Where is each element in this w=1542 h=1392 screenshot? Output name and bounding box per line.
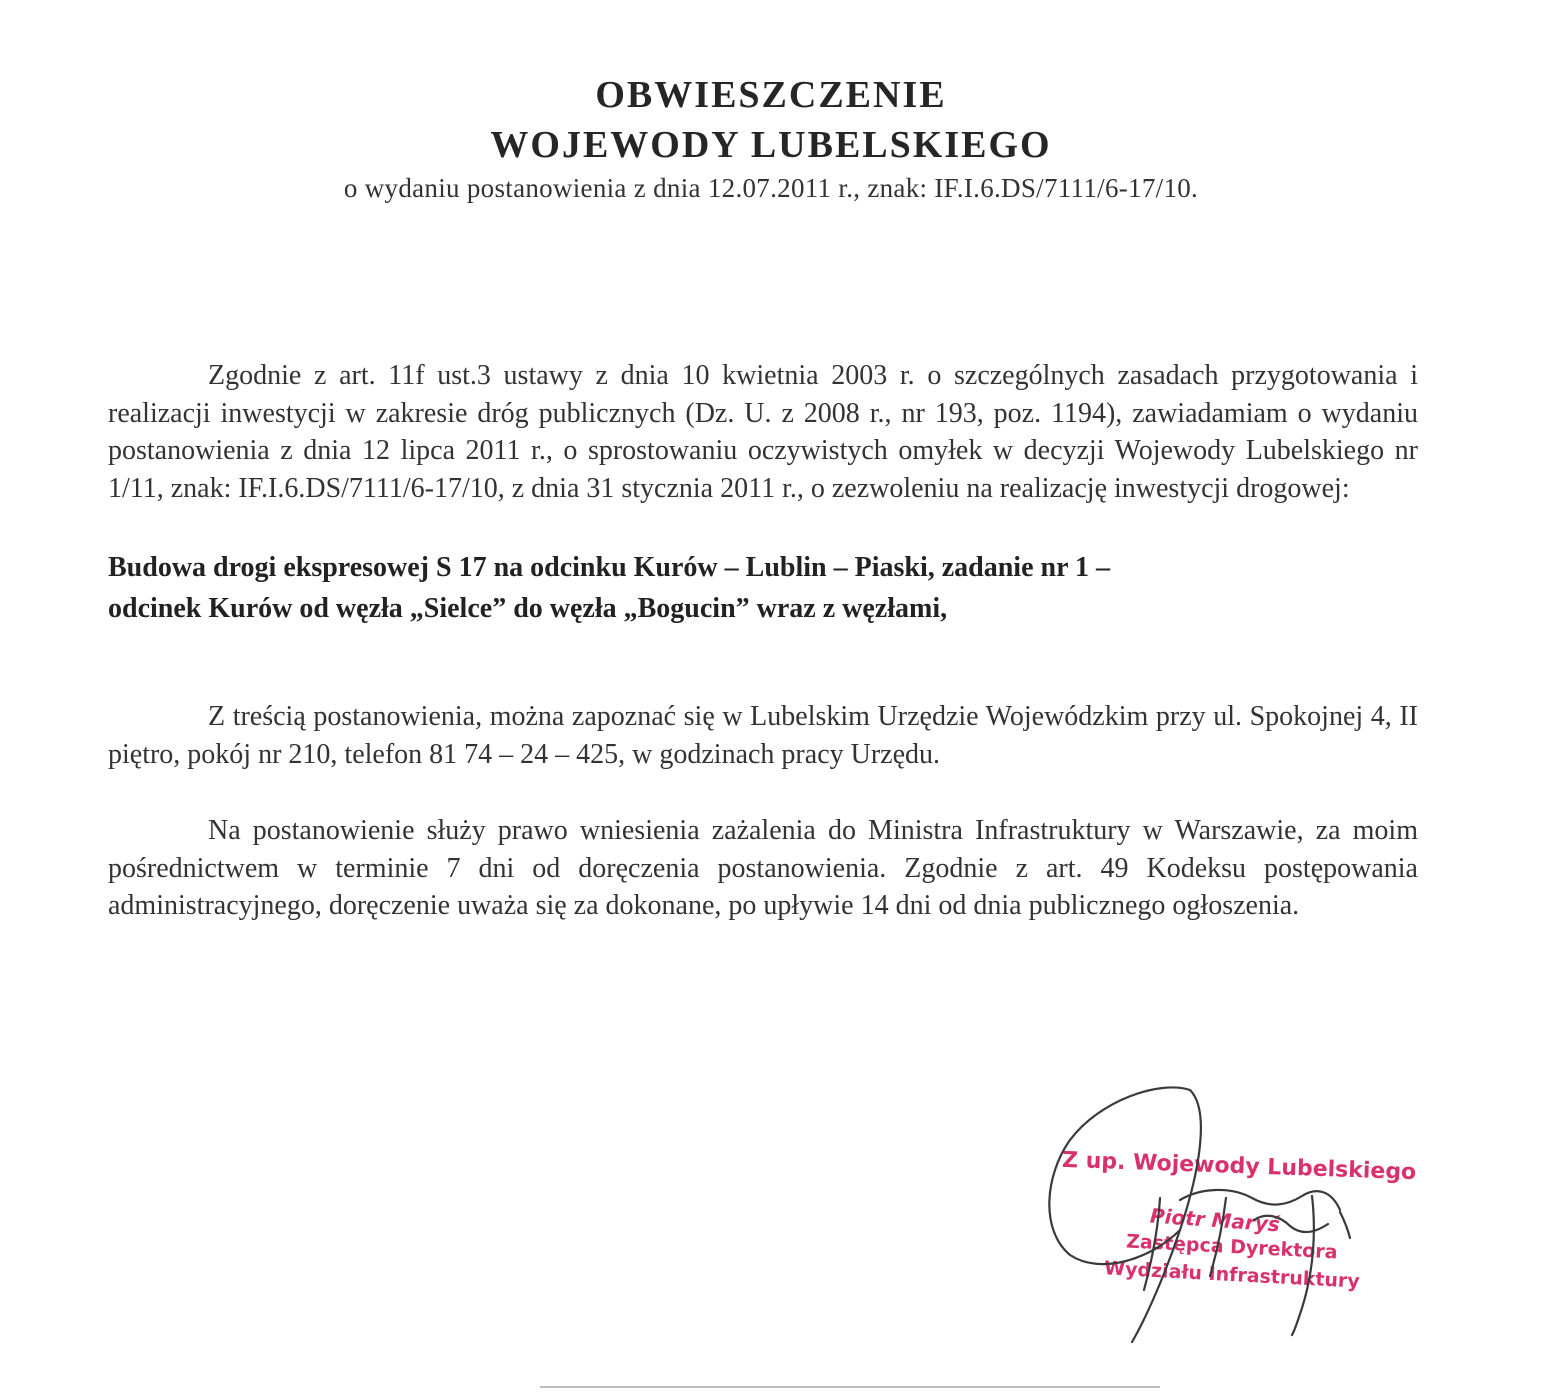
stamp-line-name: Piotr Maryś bbox=[1149, 1203, 1281, 1237]
paragraph-legal-basis bbox=[108, 357, 1418, 507]
stamp-line-position: Zastępca Dyrektora bbox=[1125, 1230, 1339, 1264]
official-stamp bbox=[1040, 1080, 1460, 1360]
document-issuer: WOJEWODY LUBELSKIEGO bbox=[490, 124, 1052, 166]
document-title: OBWIESZCZENIE bbox=[595, 74, 947, 116]
paragraph-where-to-read bbox=[108, 698, 1418, 773]
stamp-line-authority: Z up. Wojewody Lubelskiego bbox=[1061, 1147, 1417, 1186]
paragraph-appeal-rights bbox=[108, 812, 1418, 925]
investment-name-line2: odcinek Kurów od węzła „Sielce” do węzła „Bogucin” wraz z węzłami, bbox=[108, 593, 948, 624]
document-subtitle: o wydaniu postanowienia z dnia 12.07.2011 r., znak: IF.I.6.DS/7111/6-17/10. bbox=[343, 173, 1199, 203]
stamp-line-department: Wydziału Infrastruktury bbox=[1103, 1257, 1361, 1293]
paragraph-appeal-rights-text: Na postanowienie służy prawo wniesienia zażalenia do Ministra Infrastruktury w Warszawie, za moim pośrednictwem w terminie 7 dni od doręczenia postanowienia. Zgodnie z art. 49 Kodeksu postępowania administracyjnego, doręczenie uważa się za dokonane, po upływie 14 dni od dnia publicznego ogłoszenia. bbox=[108, 815, 1418, 921]
investment-name-line1: Budowa drogi ekspresowej S 17 na odcinku Kurów – Lublin – Piaski, zadanie nr 1 – bbox=[108, 552, 1110, 583]
paragraph-legal-basis-text: Zgodnie z art. 11f ust.3 ustawy z dnia 10 kwietnia 2003 r. o szczególnych zasadach przygotowania i realizacji inwestycji w zakresie dróg publicznych (Dz. U. z 2008 r., nr 193, poz. 1194), zawiadamiam o wydaniu postanowienia z dnia 12 lipca 2011 r., o sprostowaniu oczywistych omyłek w decyzji Wojewody Lubelskiego nr 1/11, znak: IF.I.6.DS/7111/6-17/10, z dnia 31 stycznia 2011 r., o zezwoleniu na realizację inwestycji drogowej: bbox=[108, 360, 1418, 504]
paragraph-where-to-read-text: Z treścią postanowienia, można zapoznać się w Lubelskim Urzędzie Wojewódzkim przy ul. Spokojnej 4, II piętro, pokój nr 210, telefon 81 74 – 24 – 425, w godzinach pracy Urzędu. bbox=[108, 701, 1418, 770]
handwritten-signature-icon bbox=[1040, 1080, 1460, 1360]
scan-artifact-line bbox=[540, 1386, 1160, 1388]
